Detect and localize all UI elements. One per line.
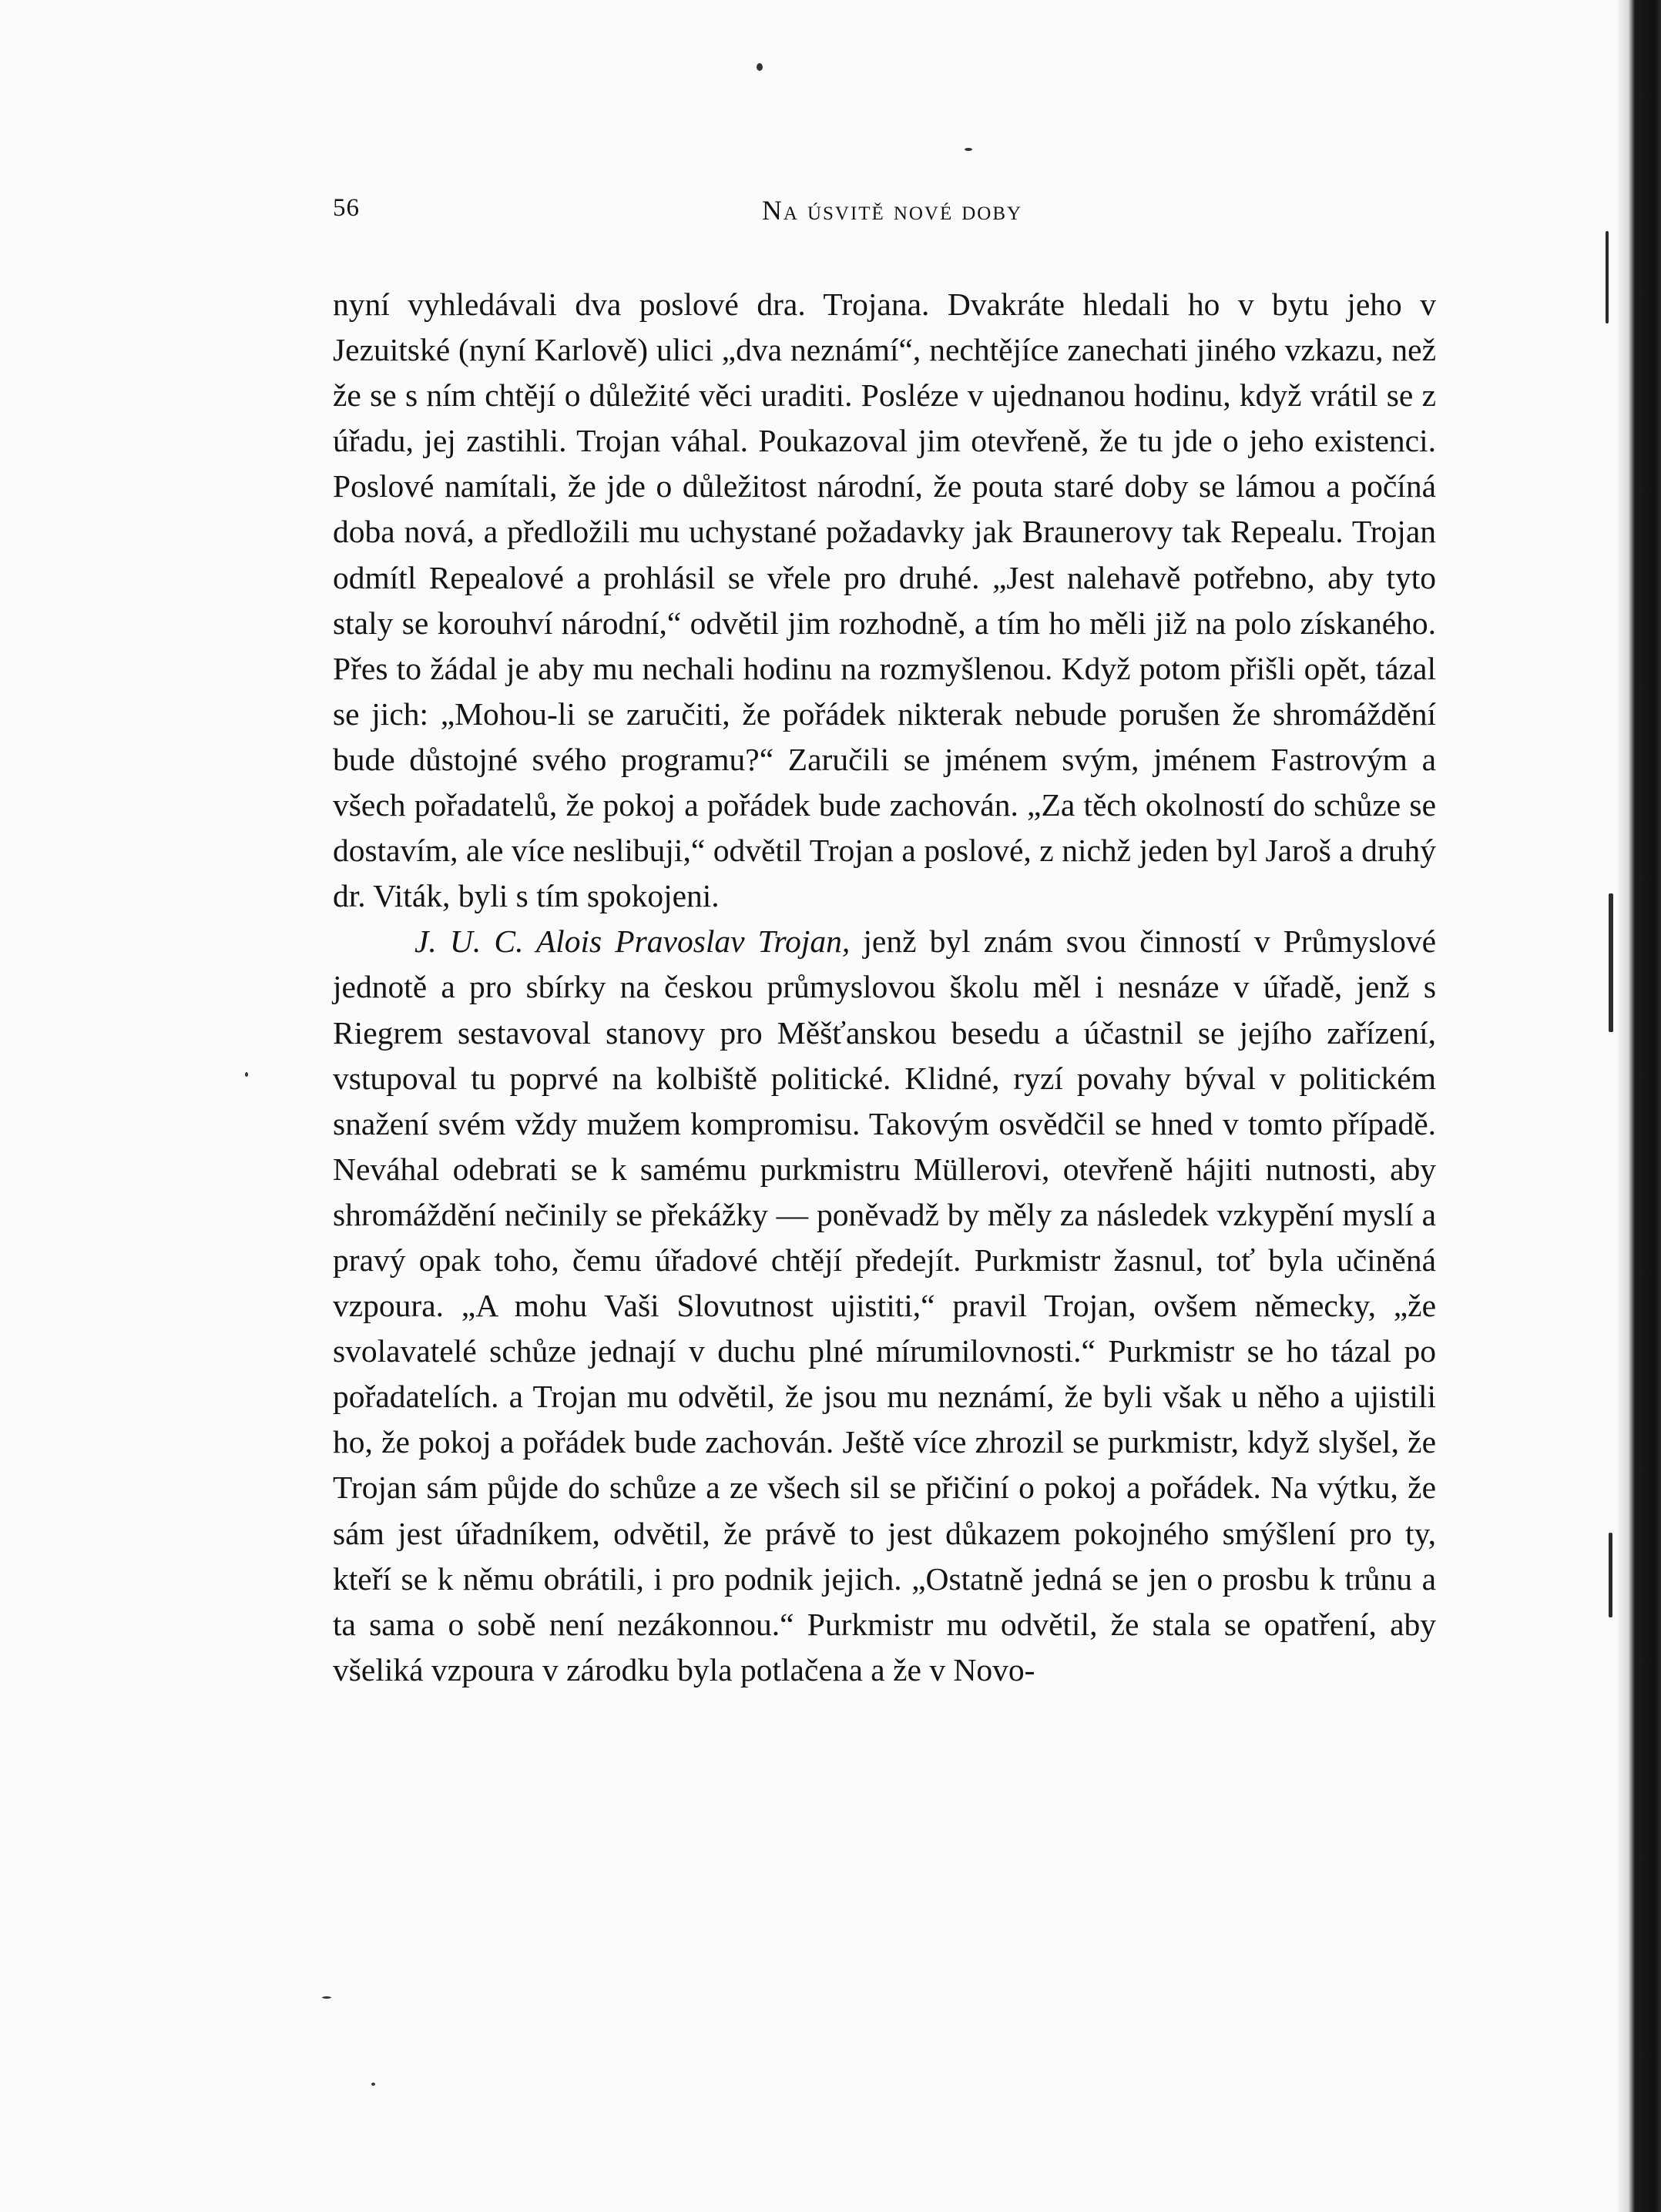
binding-mark [1609, 893, 1613, 1032]
body-text [333, 282, 1436, 1693]
italic-name: J. U. C. Alois Pravoslav Trojan, [414, 923, 851, 960]
print-speck [245, 1072, 248, 1077]
page-binding-shadow [1618, 0, 1661, 2212]
binding-mark [1609, 1533, 1612, 1617]
print-speck [322, 1996, 331, 1999]
print-speck [965, 148, 972, 151]
binding-mark [1606, 231, 1609, 323]
print-speck [371, 2083, 375, 2086]
page-header [333, 194, 1451, 230]
print-speck [757, 63, 763, 71]
paragraph: nyní vyhledávali dva poslové dra. Trojana. Dvakráte hledali ho v bytu jeho v Jezuitské (nyní Karlově) ulici „dva neznámí“, nechtějíce zanechati jiného vzkazu, než že se s ním chtějí o důležité věci uraditi. Posléze v ujednanou hodinu, když vrátil se z úřadu, jej zastihli. Trojan váhal. Poukazoval jim otevřeně, že tu jde o jeho existenci. Poslové namítali, že jde o důležitost národní, že pouta staré doby se lámou a počíná doba nová, a předložili mu uchystané požadavky jak Braunerovy tak Repealu. Trojan odmítl Repealové a prohlásil se vřele pro druhé. „Jest nalehavě potřebno, aby tyto staly se korouhví národní,“ odvětil jim rozhodně, a tím ho měli již na polo získaného. Přes to žádal je aby mu nechali hodinu na rozmyšlenou. Když potom přišli opět, tázal se jich: „Mohou-li se zaručiti, že pořádek nikterak nebude porušen že shromáždění bude důstojné svého programu?“ Zaručili se jménem svým, jménem Fastrovým a všech pořadatelů, že pokoj a pořádek bude zachován. „Za těch okolností do schůze se dostavím, ale více neslibuji,“ odvětil Trojan a poslové, z nichž jeden byl Jaroš a druhý dr. Viták, byli s tím spokojeni. [333, 287, 1436, 914]
page-number: 56 [333, 194, 360, 222]
running-title: Na úsvitě nové doby [761, 195, 1023, 226]
paragraph [333, 919, 1436, 1693]
paragraph-text: jenž byl znám svou činností v Průmyslové jednotě a pro sbírky na českou průmyslovou školu měl i nesnáze v úřadě, jenž s Riegrem sestavoval stanovy pro Měšťanskou besedu a účastnil se jejího zařízení, vstupoval tu poprvé na kolbiště politické. Klidné, ryzí povahy býval v politickém snažení svém vždy mužem kompromisu. Takovým osvědčil se hned v tomto případě. Neváhal odebrati se k samému purkmistru Müllerovi, otevřeně hájiti nutnosti, aby shromáždění nečinily se překážky — poněvadž by měly za následek vzkypění myslí a pravý opak toho, čemu úřadové chtějí předejít. Purkmistr žasnul, toť byla učiněná vzpoura. „A mohu Vaši Slovutnost ujistiti,“ pravil Trojan, ovšem německy, „že svolavatelé schůze jednají v duchu plné mírumilovnosti.“ Purkmistr se ho tázal po pořadatelích. a Trojan mu odvětil, že jsou mu neznámí, že byli však u něho a ujistili ho, že pokoj a pořádek bude zachován. Ještě více zhrozil se purkmistr, když slyšel, že Trojan sám půjde do schůze a ze všech sil se přičiní o pokoj a pořádek. Na výtku, že sám jest úřadníkem, odvětil, že právě to jest důkazem pokojného smýšlení pro ty, kteří se k němu obrátili, i pro podnik jejich. „Ostatně jedná se jen o prosbu k trůnu a ta sama o sobě není nezákonnou.“ Purkmistr mu odvětil, že stala se opatření, aby všeliká vzpoura v zárodku byla potlačena a že v Novo- [333, 923, 1436, 1687]
